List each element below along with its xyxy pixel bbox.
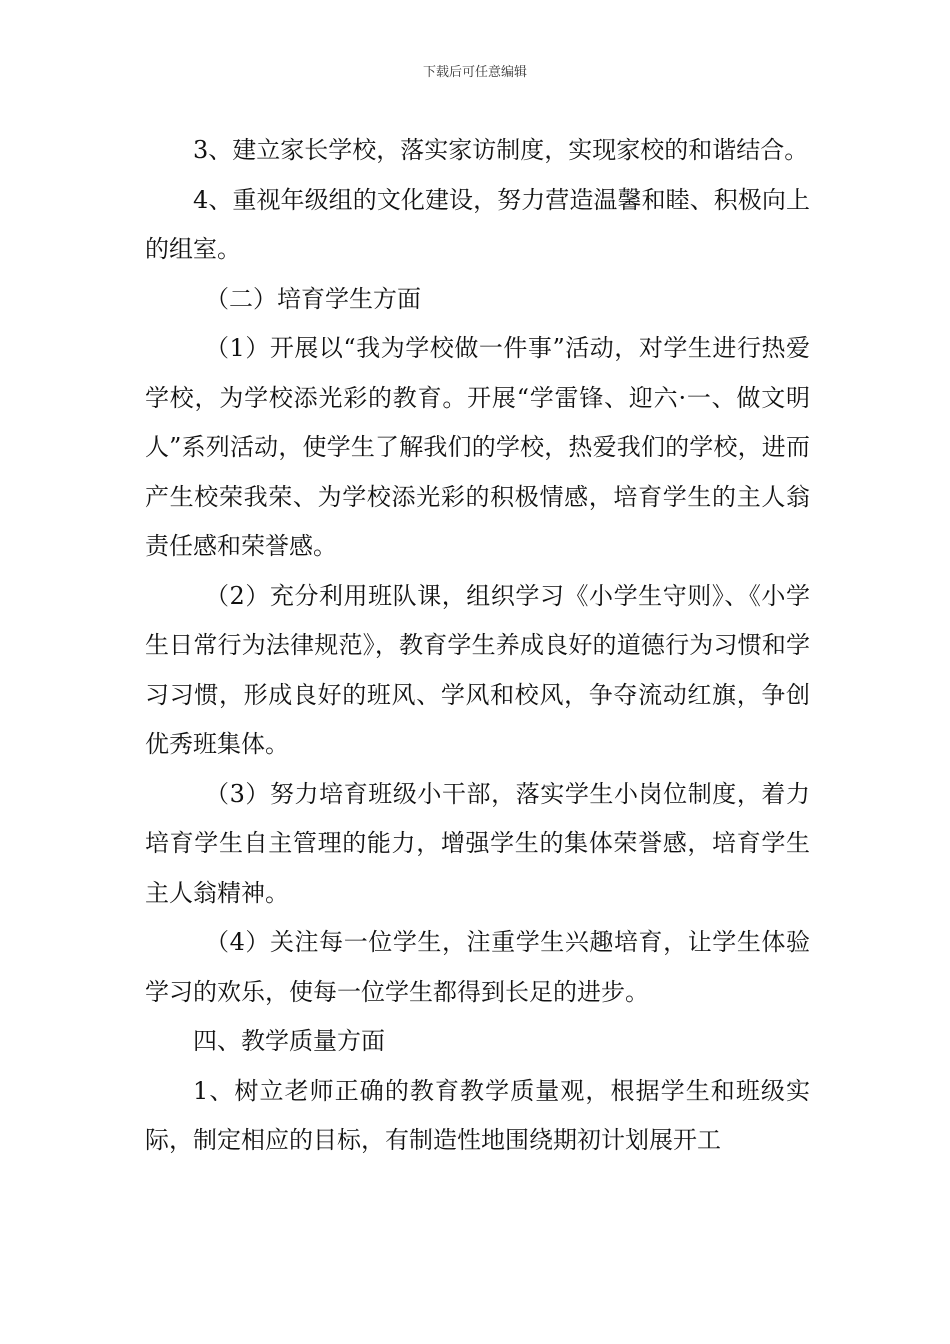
section-heading-student-cultivation: （二）培育学生方面 [205,284,421,313]
paragraph-item-2: （2）充分利用班队课，组织学习《小学生守则》、《小学生日常行为法律规范》，教育学生养成良好的道德行为习惯和学习习惯，形成良好的班风、学风和校风，争夺流动红旗，争创优秀班集体。 [145,581,810,758]
paragraph-grade-culture: 4、重视年级组的文化建设，努力营造温馨和睦、积极向上的组室。 [145,185,810,263]
section-heading-teaching-quality: 四、教学质量方面 [193,1027,385,1055]
paragraph-item-4: （4）关注每一位学生，注重学生兴趣培育，让学生体验学习的欢乐，使每一位学生都得到长足的进步。 [145,928,810,1006]
document-body [145,126,810,1166]
paragraph-parent-school: 3、建立家长学校，落实家访制度，实现家校的和谐结合。 [193,136,809,164]
paragraph-item-3: （3）努力培育班级小干部，落实学生小岗位制度，着力培育学生自主管理的能力，增强学生的集体荣誉感，培育学生主人翁精神。 [145,779,810,907]
page-header: 下载后可任意编辑 [422,65,527,80]
paragraph-item-1: （1）开展以“我为学校做一件事”活动，对学生进行热爱学校，为学校添光彩的教育。开展“学雷锋、迎六·一、做文明人”系列活动，使学生了解我们的学校，热爱我们的学校，进而产生校荣我荣、为学校添光彩的积极情感，培育学生的主人翁责任感和荣誉感。 [145,334,810,560]
paragraph-quality-view: 1、树立老师正确的教育教学质量观，根据学生和班级实际，制定相应的目标，有制造性地围绕期初计划展开工 [145,1076,810,1154]
